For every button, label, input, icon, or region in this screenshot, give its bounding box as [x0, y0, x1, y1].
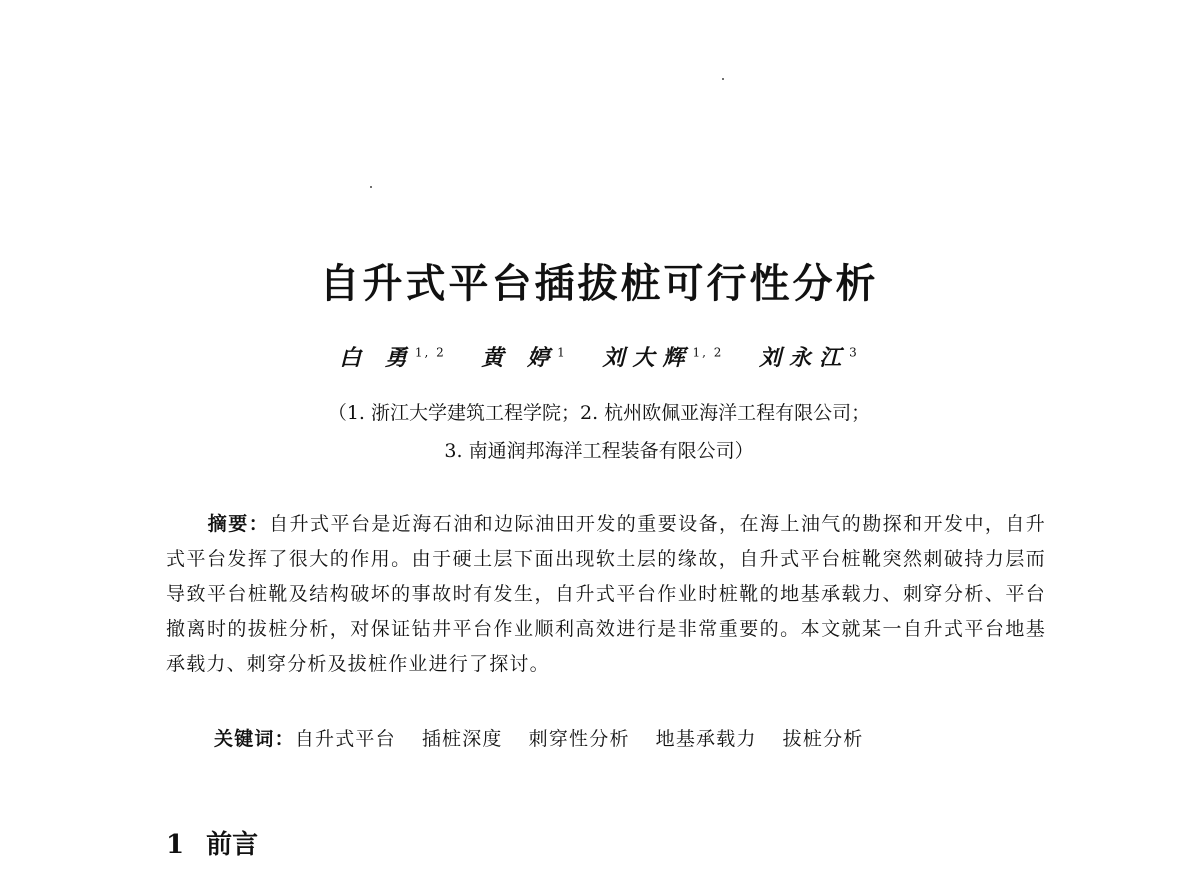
- affiliation-line: （1. 浙江大学建筑工程学院；2. 杭州欧佩亚海洋工程有限公司；: [327, 402, 871, 424]
- scan-speck: [370, 186, 372, 188]
- paper-title: 自升式平台插拔桩可行性分析: [319, 261, 879, 307]
- author: [339, 345, 446, 371]
- abstract-paragraph: [166, 507, 1046, 682]
- author-name: 刘永江: [759, 345, 850, 372]
- keyword: 插桩深度: [421, 728, 503, 750]
- abstract: [166, 507, 1046, 682]
- abstract-label: 摘要：: [207, 513, 270, 535]
- author-affiliation-mark: 3: [849, 346, 859, 360]
- keywords-label: 关键词：: [214, 728, 295, 750]
- author-name: 刘大辉: [602, 345, 693, 372]
- section-number: 1: [166, 830, 185, 860]
- affiliation-line: 3. 南通润邦海洋工程装备有限公司）: [444, 440, 754, 462]
- author: [482, 345, 567, 371]
- author-affiliation-mark: 1, 2: [692, 346, 724, 360]
- author-affiliation-mark: 1, 2: [414, 346, 446, 360]
- keyword: 拔桩分析: [782, 728, 864, 750]
- keyword: 刺穿性分析: [528, 728, 630, 750]
- author-list: [0, 336, 1198, 375]
- author-affiliation-mark: 1: [557, 346, 567, 360]
- section-heading: [166, 825, 258, 865]
- keywords: [214, 722, 889, 756]
- section-title: 前言: [206, 830, 259, 860]
- author-name: 白 勇: [339, 345, 415, 372]
- author-name: 黄 婷: [481, 345, 558, 372]
- scan-speck: [722, 78, 724, 80]
- keyword: 自升式平台: [294, 728, 396, 750]
- author: [602, 345, 723, 371]
- keyword: 地基承载力: [655, 728, 757, 750]
- abstract-text: 自升式平台是近海石油和边际油田开发的重要设备，在海上油气的勘探和开发中，自升式平台发挥了很大的作用。由于硬土层下面出现软土层的缘故，自升式平台桩靴突然刺破持力层而导致平台桩靴及结构破坏的事故时有发生，自升式平台作业时桩靴的地基承载力、刺穿分析、平台撤离时的拔桩分析，对保证钻井平台作业顺利高效进行是非常重要的。本文就某一自升式平台地基承载力、刺穿分析及拔桩作业进行了探讨。: [166, 513, 1046, 675]
- author: [759, 345, 859, 371]
